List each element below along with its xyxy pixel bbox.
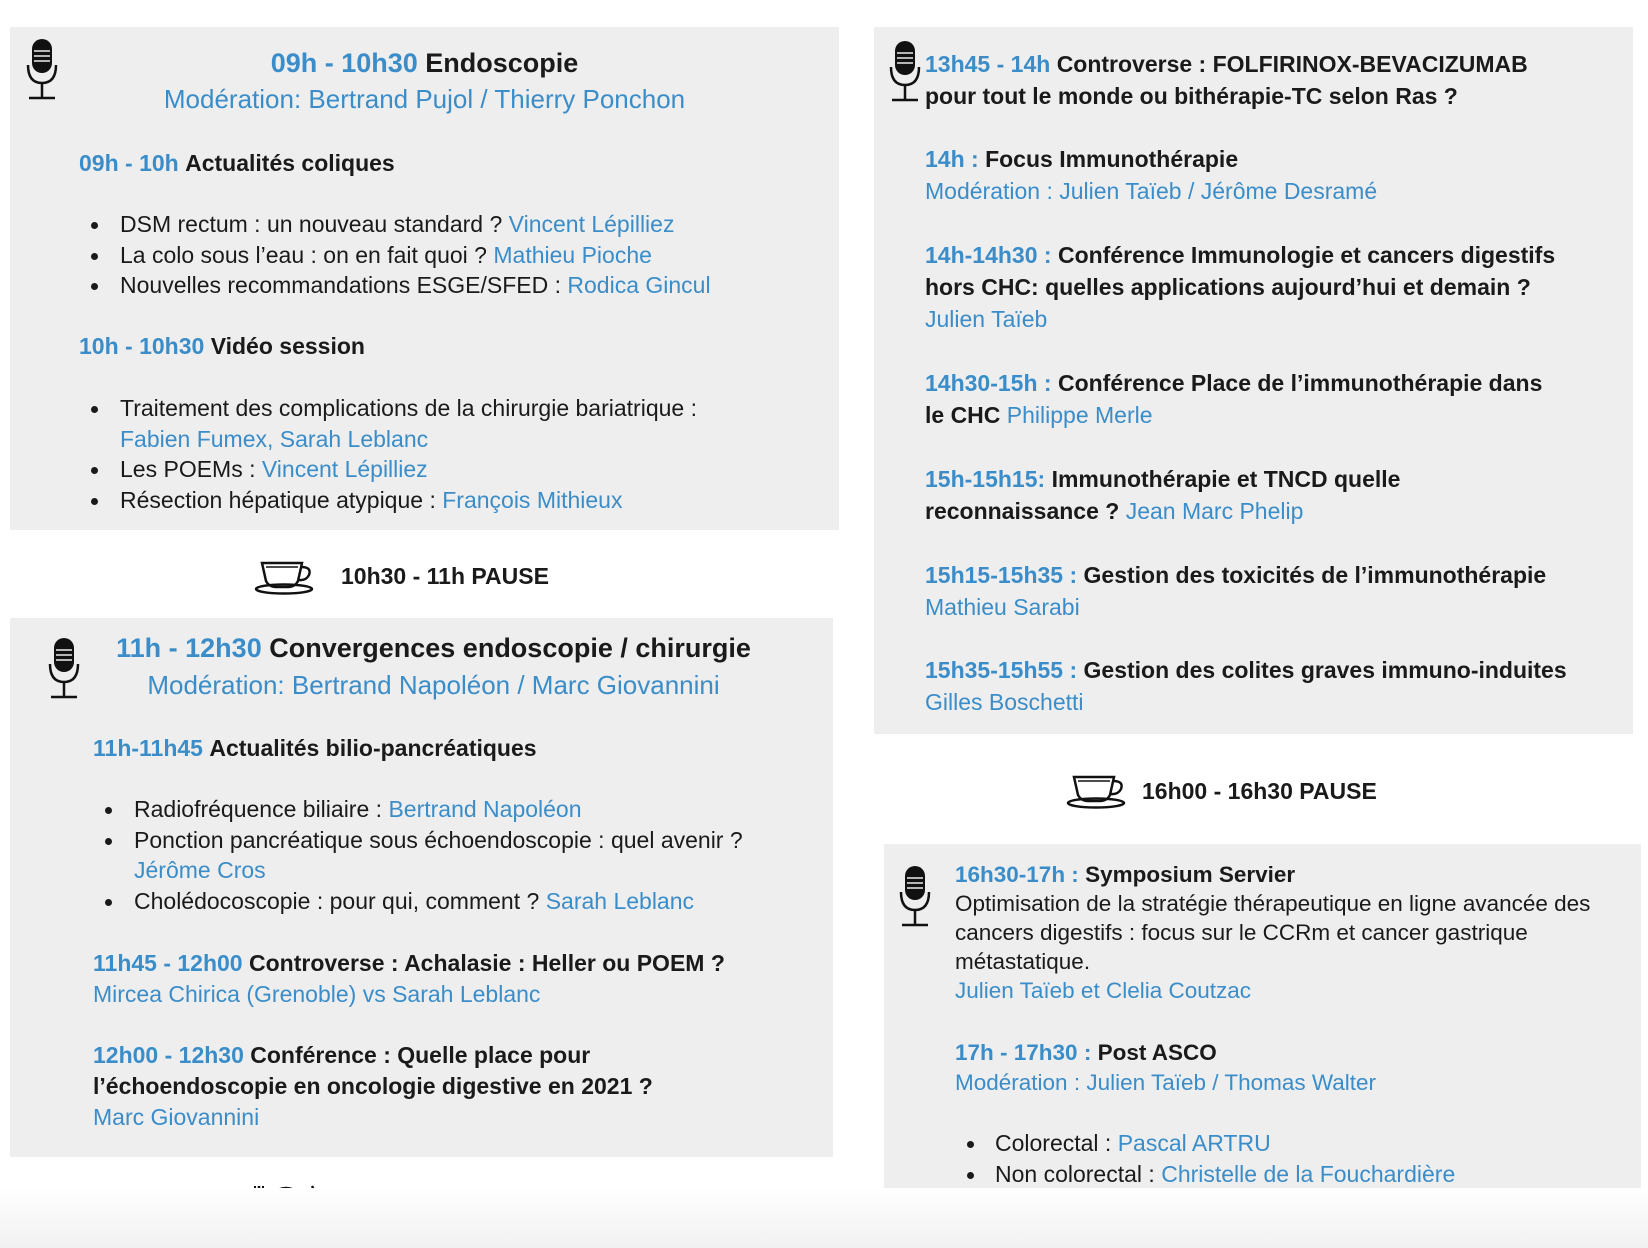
coffee-cup-icon: [254, 557, 316, 595]
talk-list: [93, 794, 813, 916]
subsession-title: 11h-11h45 Actualités bilio-pancréatiques: [93, 735, 537, 761]
session-title: 11h - 12h30 Convergences endoscopie / chirurgie: [116, 633, 751, 663]
talk-block: 14h-14h30 : Conférence Immunologie et cancers digestifs hors CHC: quelles applications aujourd’hui et demain ? Julien Taïeb: [925, 239, 1625, 335]
list-item: Ponction pancréatique sous échoendoscopie : quel avenir ? Jérôme Cros: [93, 825, 813, 886]
talk-list: [955, 1128, 1635, 1189]
speaker-name: Gilles Boschetti: [925, 689, 1084, 715]
pause-label: 10h30 - 11h PAUSE: [341, 563, 549, 589]
conference-block: 12h00 - 12h30 Conférence : Quelle place pour l’échoendoscopie en oncologie digestive en 2021 ? Marc Giovannini: [93, 1040, 833, 1133]
speaker-name: Mathieu Sarabi: [925, 594, 1080, 620]
list-item: Traitement des complications de la chirurgie bariatrique : Fabien Fumex, Sarah Leblanc: [79, 393, 759, 454]
microphone-icon: [898, 864, 932, 928]
symposium-description: Optimisation de la stratégie thérapeutique en ligne avancée des: [955, 891, 1591, 916]
speaker-name: Mathieu Pioche: [493, 241, 652, 268]
speaker-name: Vincent Lépilliez: [508, 211, 675, 237]
post-asco-block: 17h - 17h30 : Post ASCO Modération : Julien Taïeb / Thomas Walter: [955, 1038, 1635, 1098]
speaker-name: Christelle de la Fouchardière: [1161, 1160, 1456, 1187]
talk-list: [79, 209, 819, 301]
speaker-name: Rodica Gincul: [567, 272, 711, 298]
symposium-block: 16h30-17h : Symposium Servier Optimisation de la stratégie thérapeutique en ligne avancée des cancers digestifs : focus sur le CCRm et cancer gastrique métastatique. Julien Taïeb et Clelia Coutzac: [955, 860, 1635, 1005]
session-title: [10, 45, 839, 81]
microphone-icon: [888, 39, 922, 103]
session-moderation: Modération: Bertrand Napoléon / Marc Giovannini: [147, 670, 720, 700]
list-item: Nouvelles recommandations ESGE/SFED : Rodica Gincul: [79, 270, 819, 301]
page-bottom-shade: [0, 1188, 1648, 1248]
speaker-name: Jérôme Cros: [134, 857, 266, 883]
list-item: Cholédocoscopie : pour qui, comment ? Sarah Leblanc: [93, 886, 813, 917]
speaker-name: Marc Giovannini: [93, 1104, 260, 1130]
speaker-name: Mircea Chirica (Grenoble) vs Sarah Leblanc: [93, 981, 541, 1007]
talk-block: 14h30-15h : Conférence Place de l’immunothérapie dans le CHC Philippe Merle: [925, 370, 1543, 428]
speaker-name: Sarah Leblanc: [545, 887, 695, 914]
focus-moderation: Modération : Julien Taïeb / Jérôme Desramé: [925, 178, 1378, 204]
talk-block: 15h35-15h55 : Gestion des colites graves immuno-induites Gilles Boschetti: [925, 654, 1635, 718]
controverse-block: 11h45 - 12h00 Controverse : Achalasie : Heller ou POEM ? Mircea Chirica (Grenoble) vs Sarah Leblanc: [93, 948, 833, 1010]
talk-list: [79, 393, 759, 515]
subsession-title: 10h - 10h30 Vidéo session: [79, 333, 365, 359]
controverse-title: 13h45 - 14h Controverse : FOLFIRINOX-BEVACIZUMAB pour tout le monde ou bithérapie-TC selon Ras ?: [925, 51, 1528, 109]
post-moderation: Modération : Julien Taïeb / Thomas Walter: [955, 1070, 1377, 1095]
speaker-name: Julien Taïeb: [925, 306, 1048, 332]
session-moderation: Modération: Bertrand Pujol / Thierry Ponchon: [163, 84, 686, 114]
list-item: Radiofréquence biliaire : Bertrand Napoléon: [93, 794, 813, 825]
speaker-name: Vincent Lépilliez: [261, 456, 428, 482]
speaker-name: Julien Taïeb et Clelia Coutzac: [955, 978, 1252, 1003]
list-item: Résection hépatique atypique : François Mithieux: [79, 485, 759, 516]
focus-block: 14h : Focus Immunothérapie Modération : Julien Taïeb / Jérôme Desramé: [925, 143, 1625, 207]
subsession-title: 09h - 10h Actualités coliques: [79, 150, 395, 176]
speaker-name: Jean Marc Phelip: [1125, 498, 1304, 524]
coffee-cup-icon: [1066, 771, 1128, 809]
speaker-name: Pascal ARTRU: [1117, 1130, 1271, 1156]
speaker-name: Fabien Fumex, Sarah Leblanc: [120, 425, 429, 452]
speaker-name: Philippe Merle: [1006, 402, 1153, 428]
talk-block: 15h15-15h35 : Gestion des toxicités de l’immunothérapie Mathieu Sarabi: [925, 559, 1625, 623]
list-item: Les POEMs : Vincent Lépilliez: [79, 454, 759, 485]
session-time: 09h - 10h30: [270, 48, 418, 78]
list-item: Non colorectal : Christelle de la Fouchardière: [955, 1159, 1635, 1190]
speaker-name: François Mithieux: [442, 486, 623, 513]
list-item: Colorectal : Pascal ARTRU: [955, 1128, 1635, 1159]
session-name: Endoscopie: [425, 48, 579, 78]
speaker-name: Bertrand Napoléon: [388, 796, 582, 822]
list-item: DSM rectum : un nouveau standard ? Vincent Lépilliez: [79, 209, 819, 240]
pause-label: 16h00 - 16h30 PAUSE: [1142, 778, 1377, 804]
list-item: La colo sous l’eau : on en fait quoi ? Mathieu Pioche: [79, 240, 819, 271]
talk-block: 15h-15h15: Immunothérapie et TNCD quelle reconnaissance ? Jean Marc Phelip: [925, 466, 1401, 524]
